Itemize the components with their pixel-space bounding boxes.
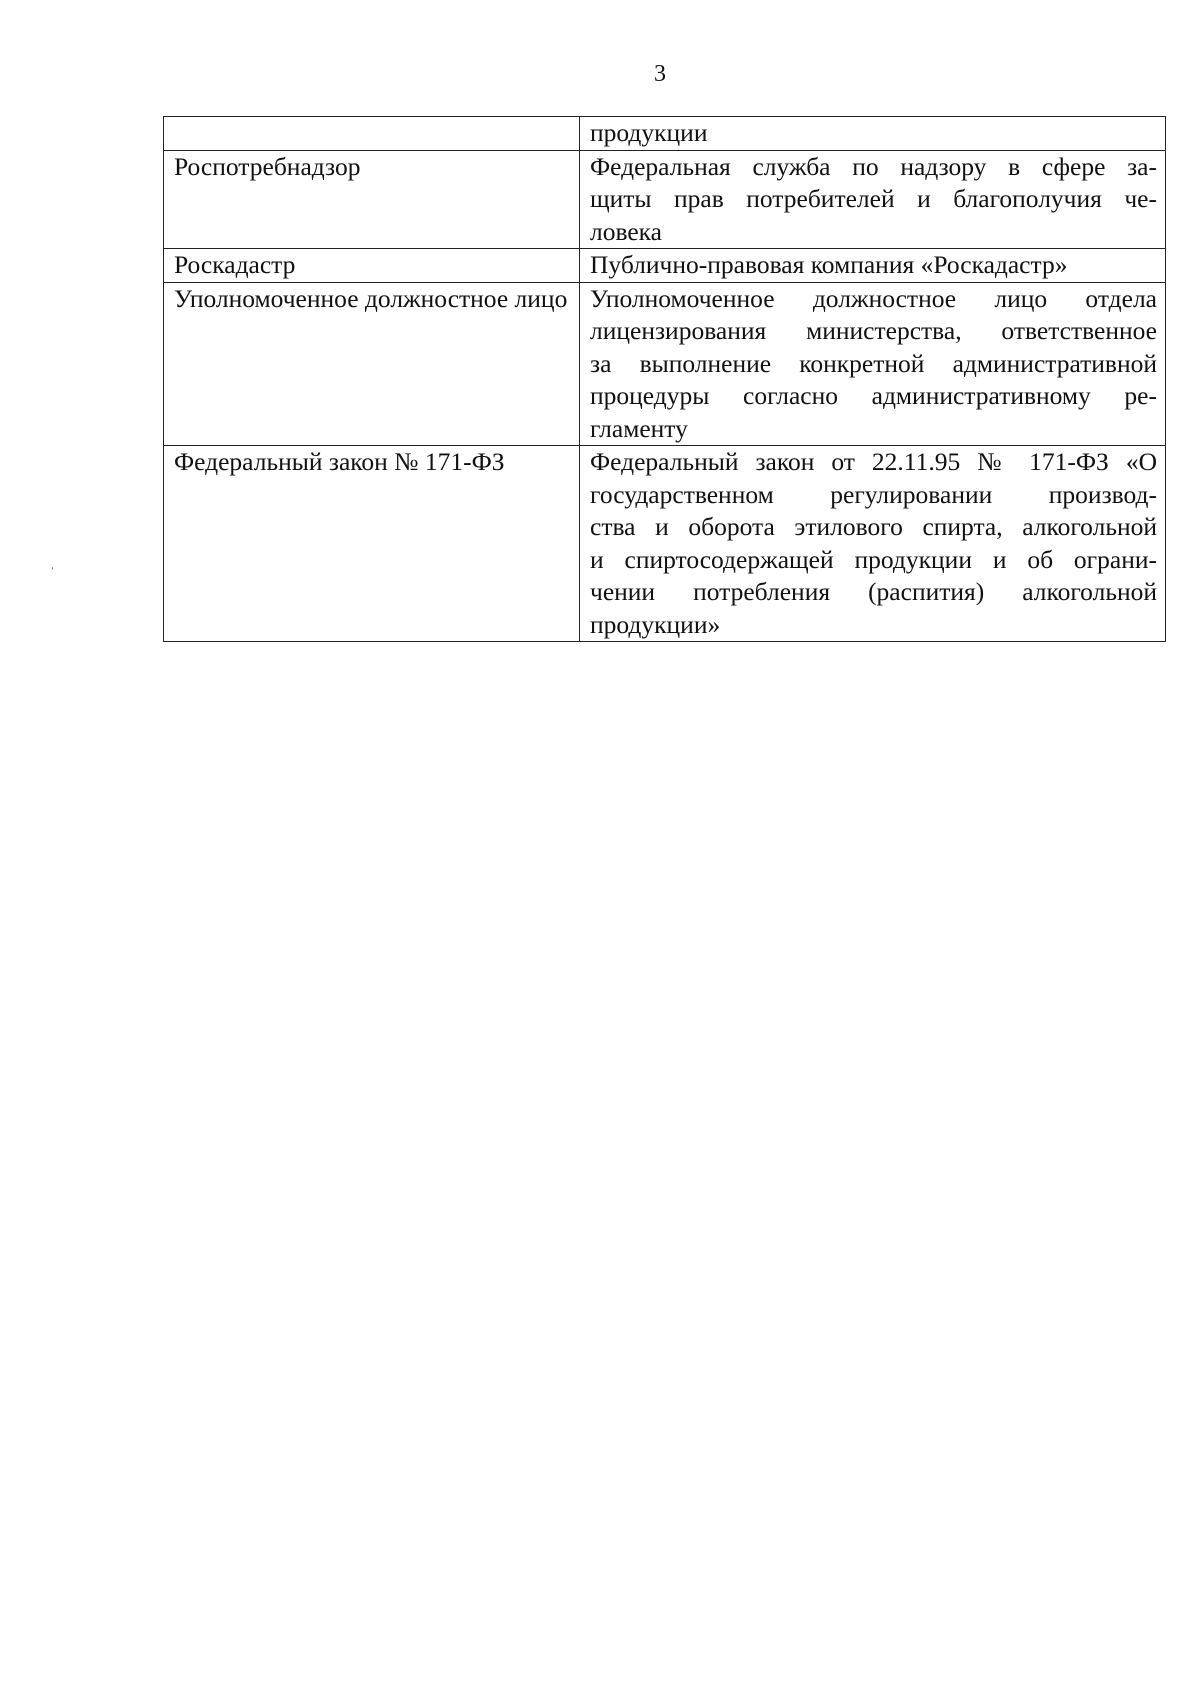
definitions-table [163,116,1166,642]
definition-line: лицензирования министерства, ответственное [590,316,1157,345]
definition-line: ловека [590,216,663,246]
definition-line: щиты прав потребителей и благополучия че- [590,184,1157,213]
table-row [164,249,1166,283]
definition-line: Уполномоченное должностное лицо отдела [590,283,1157,313]
term-cell: Уполномоченное должностное лицо [164,282,580,446]
definition-line: Федеральная служба по надзору в сфере за- [590,151,1157,181]
definition-line: продукции [590,118,708,147]
page-number: 3 [654,61,666,87]
definition-cell [580,249,1166,283]
definition-cell [580,446,1166,642]
table-row [164,150,1166,249]
definition-line: чении потребления (распития) алкогольной [590,577,1157,606]
table-row [164,282,1166,446]
scan-speck: ˈ [50,566,55,581]
definition-line: продукции» [590,609,721,639]
definition-line: гламенту [590,413,688,443]
definition-line: государственном регулировании производ- [590,479,1157,509]
definition-line: процедуры согласно административному ре- [590,381,1157,410]
term-cell: Федеральный закон № 171-ФЗ [164,446,580,642]
term-cell: Роспотребнадзор [164,150,580,249]
definition-cell [580,282,1166,446]
term-cell [164,117,580,151]
definition-line: Публично-правовая компания «Роскадастр» [590,250,1068,279]
definition-cell [580,117,1166,151]
definition-line: и спиртосодержащей продукции и об ограни- [590,544,1157,574]
term-cell: Роскадастр [164,249,580,283]
table-row [164,446,1166,642]
definition-cell [580,150,1166,249]
definition-line: Федеральный закон от 22.11.95 № 171-ФЗ «О [590,447,1157,476]
table-row [164,117,1166,151]
definition-line: за выполнение конкретной административной [590,348,1157,378]
definition-line: ства и оборота этилового спирта, алкогольной [590,512,1157,541]
